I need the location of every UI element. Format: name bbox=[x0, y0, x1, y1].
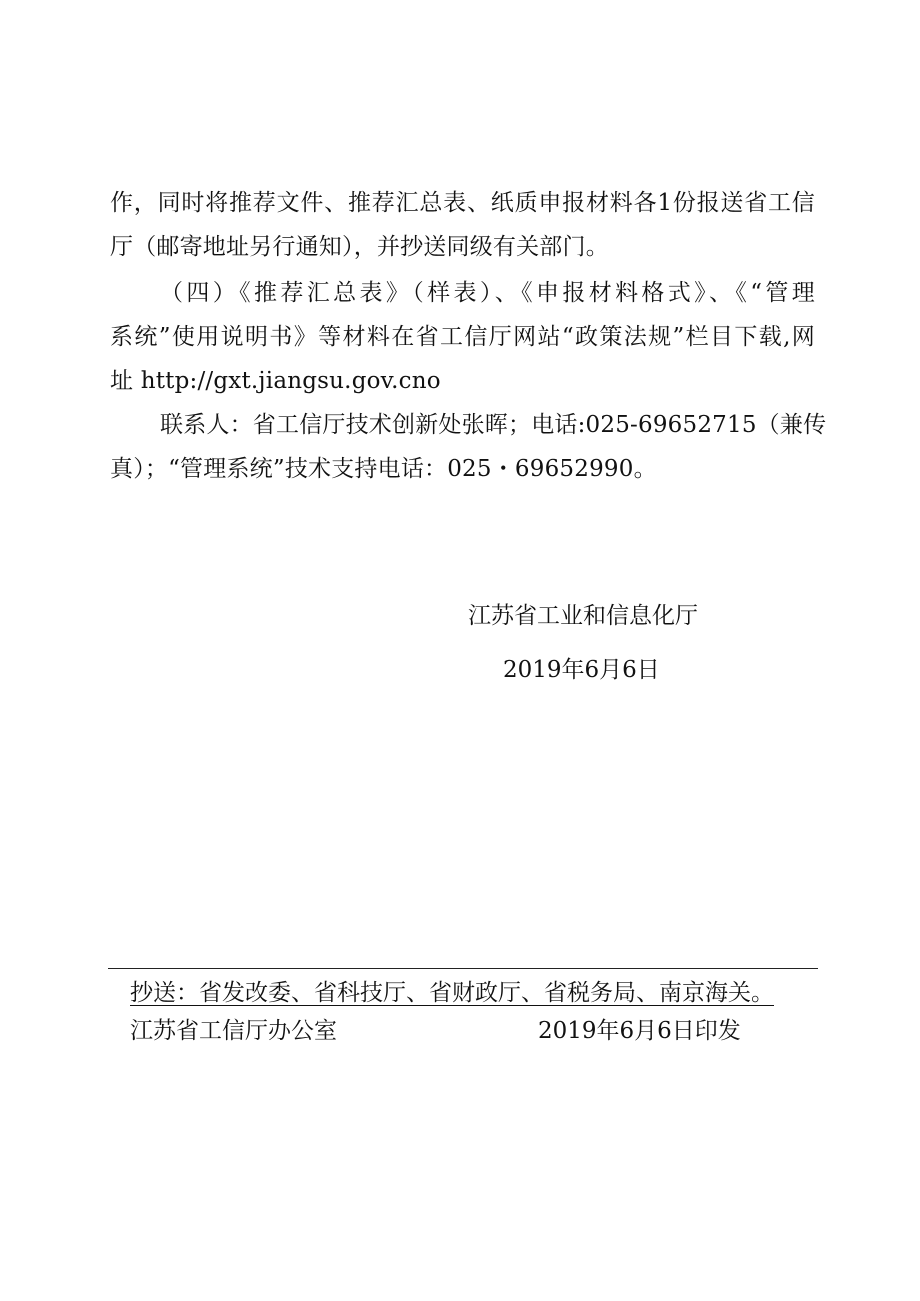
signature-organization: 江苏省工业和信息化厅 bbox=[468, 603, 698, 629]
body-line-5: 址 http://gxt.jiangsu.gov.cno bbox=[110, 368, 441, 394]
issuing-office: 江苏省工信厅办公室 bbox=[130, 1018, 337, 1044]
cc-line: 抄送：省发改委、省科技厅、省财政厅、省税务局、南京海关。 bbox=[130, 980, 774, 1006]
body-line-3: （四）《推荐汇总表》（样表）、《申报材料格式》、《“管理 bbox=[160, 280, 815, 306]
print-date: 2019年6月6日印发 bbox=[538, 1018, 741, 1044]
body-line-2: 厅（邮寄地址另行通知），并抄送同级有关部门。 bbox=[110, 234, 609, 260]
body-line-4: 系统”使用说明书》等材料在省工信厅网站“政策法规”栏目下载,网 bbox=[110, 324, 815, 350]
body-line-7: 真）；“管理系统”技术支持电话：025・69652990。 bbox=[110, 456, 657, 482]
body-line-1: 作，同时将推荐文件、推荐汇总表、纸质申报材料各1份报送省工信 bbox=[110, 190, 815, 216]
signature-date: 2019年6月6日 bbox=[503, 657, 660, 683]
footer-divider bbox=[108, 968, 818, 969]
body-line-6: 联系人：省工信厅技术创新处张晖；电话:025-69652715（兼传 bbox=[160, 412, 827, 438]
